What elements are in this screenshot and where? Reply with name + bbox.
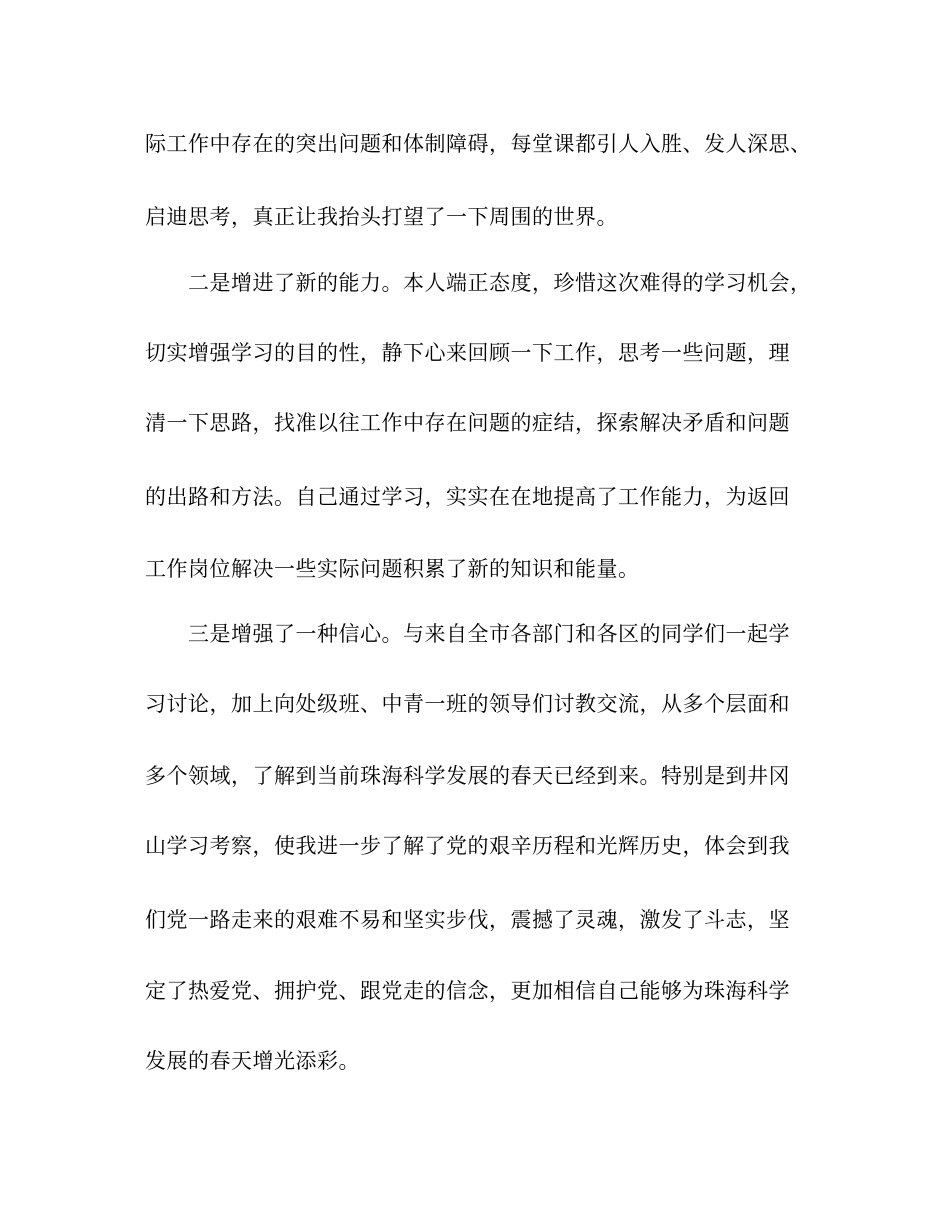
text-line: 山学习考察，使我进一步了解了党的艰辛历程和光辉历史，体会到我 <box>145 834 790 858</box>
text-line: 习讨论，加上向处级班、中青一班的领导们讨教交流，从多个层面和 <box>145 692 790 716</box>
text-line: 多个领域，了解到当前珠海科学发展的春天已经到来。特别是到井冈 <box>145 764 790 788</box>
text-line: 定了热爱党、拥护党、跟党走的信念，更加相信自己能够为珠海科学 <box>145 979 790 1003</box>
text-line: 们党一路走来的艰难不易和坚实步伐，震撼了灵魂，激发了斗志，坚 <box>145 908 790 932</box>
paragraph-3-first-line: 三是增强了一种信心。与来自全市各部门和各区的同学们一起学 <box>188 622 790 646</box>
text-line: 工作岗位解决一些实际问题积累了新的知识和能量。 <box>145 557 640 581</box>
paragraph-2-first-line: 二是增进了新的能力。本人端正态度，珍惜这次难得的学习机会， <box>188 271 812 295</box>
text-line: 发展的春天增光添彩。 <box>145 1049 360 1073</box>
text-line: 启迪思考，真正让我抬头打望了一下周围的世界。 <box>145 205 618 229</box>
text-line: 切实增强学习的目的性，静下心来回顾一下工作，思考一些问题，理 <box>145 341 790 365</box>
text-line: 际工作中存在的突出问题和体制障碍，每堂课都引人入胜、发人深思、 <box>145 132 812 156</box>
text-line: 清一下思路，找准以往工作中存在问题的症结，探索解决矛盾和问题 <box>145 411 790 435</box>
text-line: 的出路和方法。自己通过学习，实实在在地提高了工作能力，为返回 <box>145 485 790 509</box>
